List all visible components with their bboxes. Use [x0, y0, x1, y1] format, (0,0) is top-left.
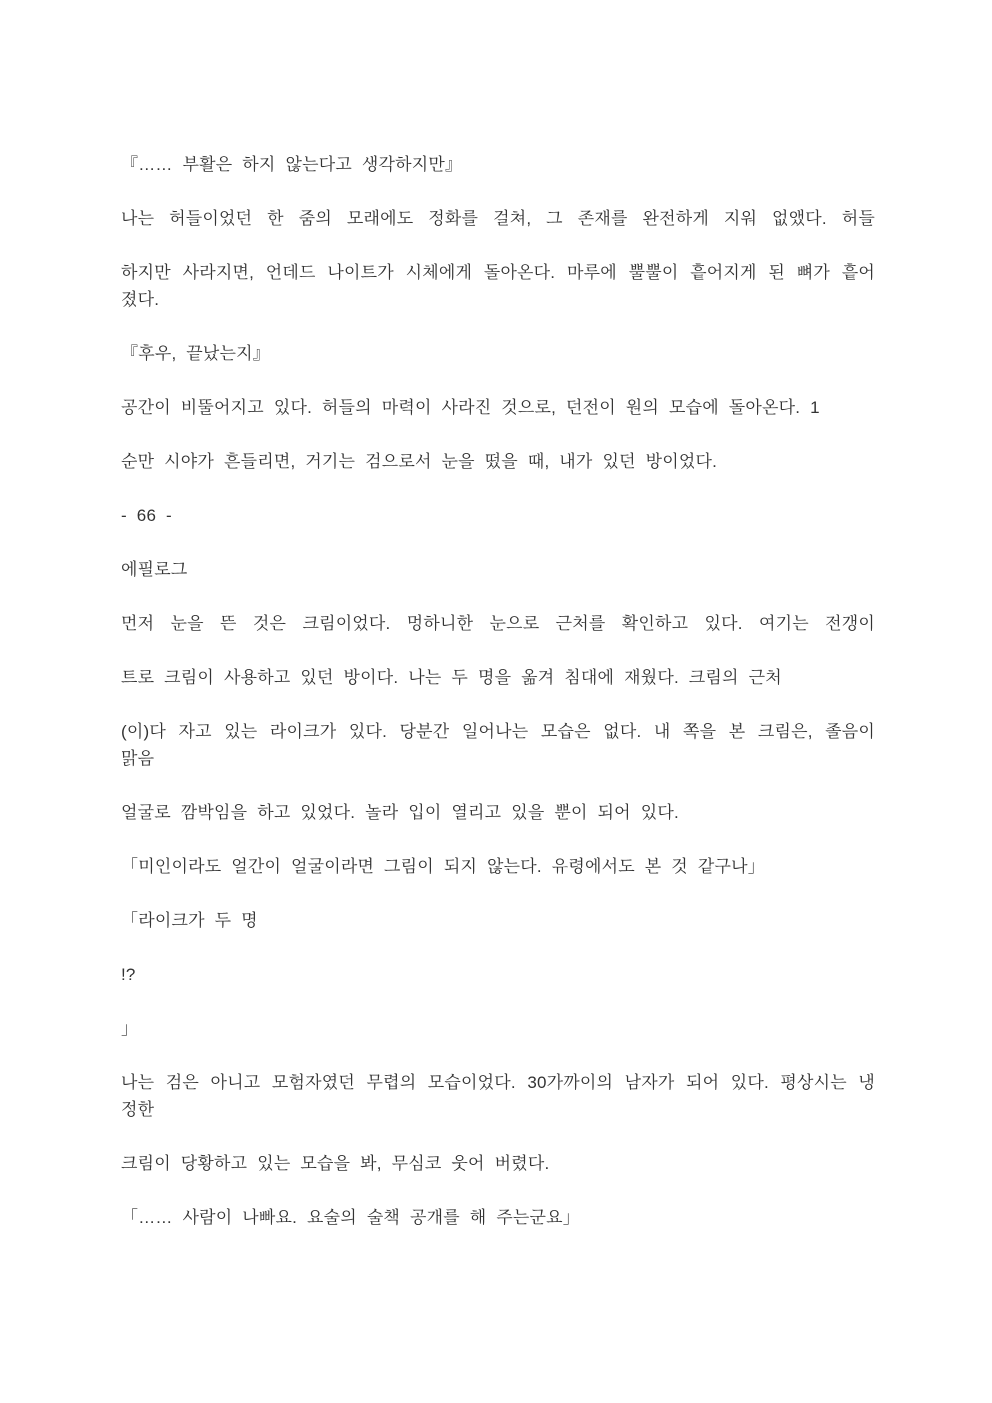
- text-line: 하지만 사라지면, 언데드 나이트가 시체에게 돌아온다. 마루에 뿔뿔이 흩어지게 된 뼈가 흩어: [121, 263, 875, 282]
- text-line: 크림이 당황하고 있는 모습을 봐, 무심코 웃어 버렸다.: [121, 1154, 550, 1173]
- text-line: 에필로그: [121, 560, 188, 579]
- text-line: 정한: [121, 1100, 155, 1119]
- text-line: 트로 크림이 사용하고 있던 방이다. 나는 두 명을 옮겨 침대에 재웠다. 크림의 근처: [121, 668, 782, 687]
- text-line: 『…… 부활은 하지 않는다고 생각하지만』: [121, 155, 463, 174]
- text-line: 맑음: [121, 749, 155, 768]
- text-line: 졌다.: [121, 290, 160, 309]
- text-line: 얼굴로 깜박임을 하고 있었다. 놀라 입이 열리고 있을 뿐이 되어 있다.: [121, 803, 679, 822]
- text-line: (이)다 자고 있는 라이크가 있다. 당분간 일어나는 모습은 없다. 내 쪽을 본 크림은, 졸음이: [121, 722, 875, 741]
- document-body: [121, 151, 875, 1231]
- text-line: 나는 허들이었던 한 줌의 모래에도 정화를 걸쳐, 그 존재를 완전하게 지워 없앴다. 허들: [121, 209, 875, 228]
- text-line: 「미인이라도 얼간이 얼굴이라면 그림이 되지 않는다. 유령에서도 본 것 같구나」: [121, 857, 765, 876]
- text-line: 」: [121, 1019, 139, 1038]
- text-line: 『후우, 끝났는지』: [121, 344, 270, 363]
- text-line: 공간이 비뚤어지고 있다. 허들의 마력이 사라진 것으로, 던전이 원의 모습에 돌아온다. 1: [121, 398, 820, 417]
- text-line: - 66 -: [121, 506, 172, 525]
- text-line: 「…… 사람이 나빠요. 요술의 술책 공개를 해 주는군요」: [121, 1208, 581, 1227]
- text-line: 순만 시야가 흔들리면, 거기는 검으로서 눈을 떴을 때, 내가 있던 방이었다.: [121, 452, 718, 471]
- text-line: 먼저 눈을 뜬 것은 크림이었다. 멍하니한 눈으로 근처를 확인하고 있다. 여기는 전갱이: [121, 614, 875, 633]
- text-line: 나는 검은 아니고 모험자였던 무렵의 모습이었다. 30가까이의 남자가 되어 있다. 평상시는 냉: [121, 1073, 875, 1092]
- text-line: 「라이크가 두 명: [121, 911, 258, 930]
- text-line: !?: [121, 965, 136, 984]
